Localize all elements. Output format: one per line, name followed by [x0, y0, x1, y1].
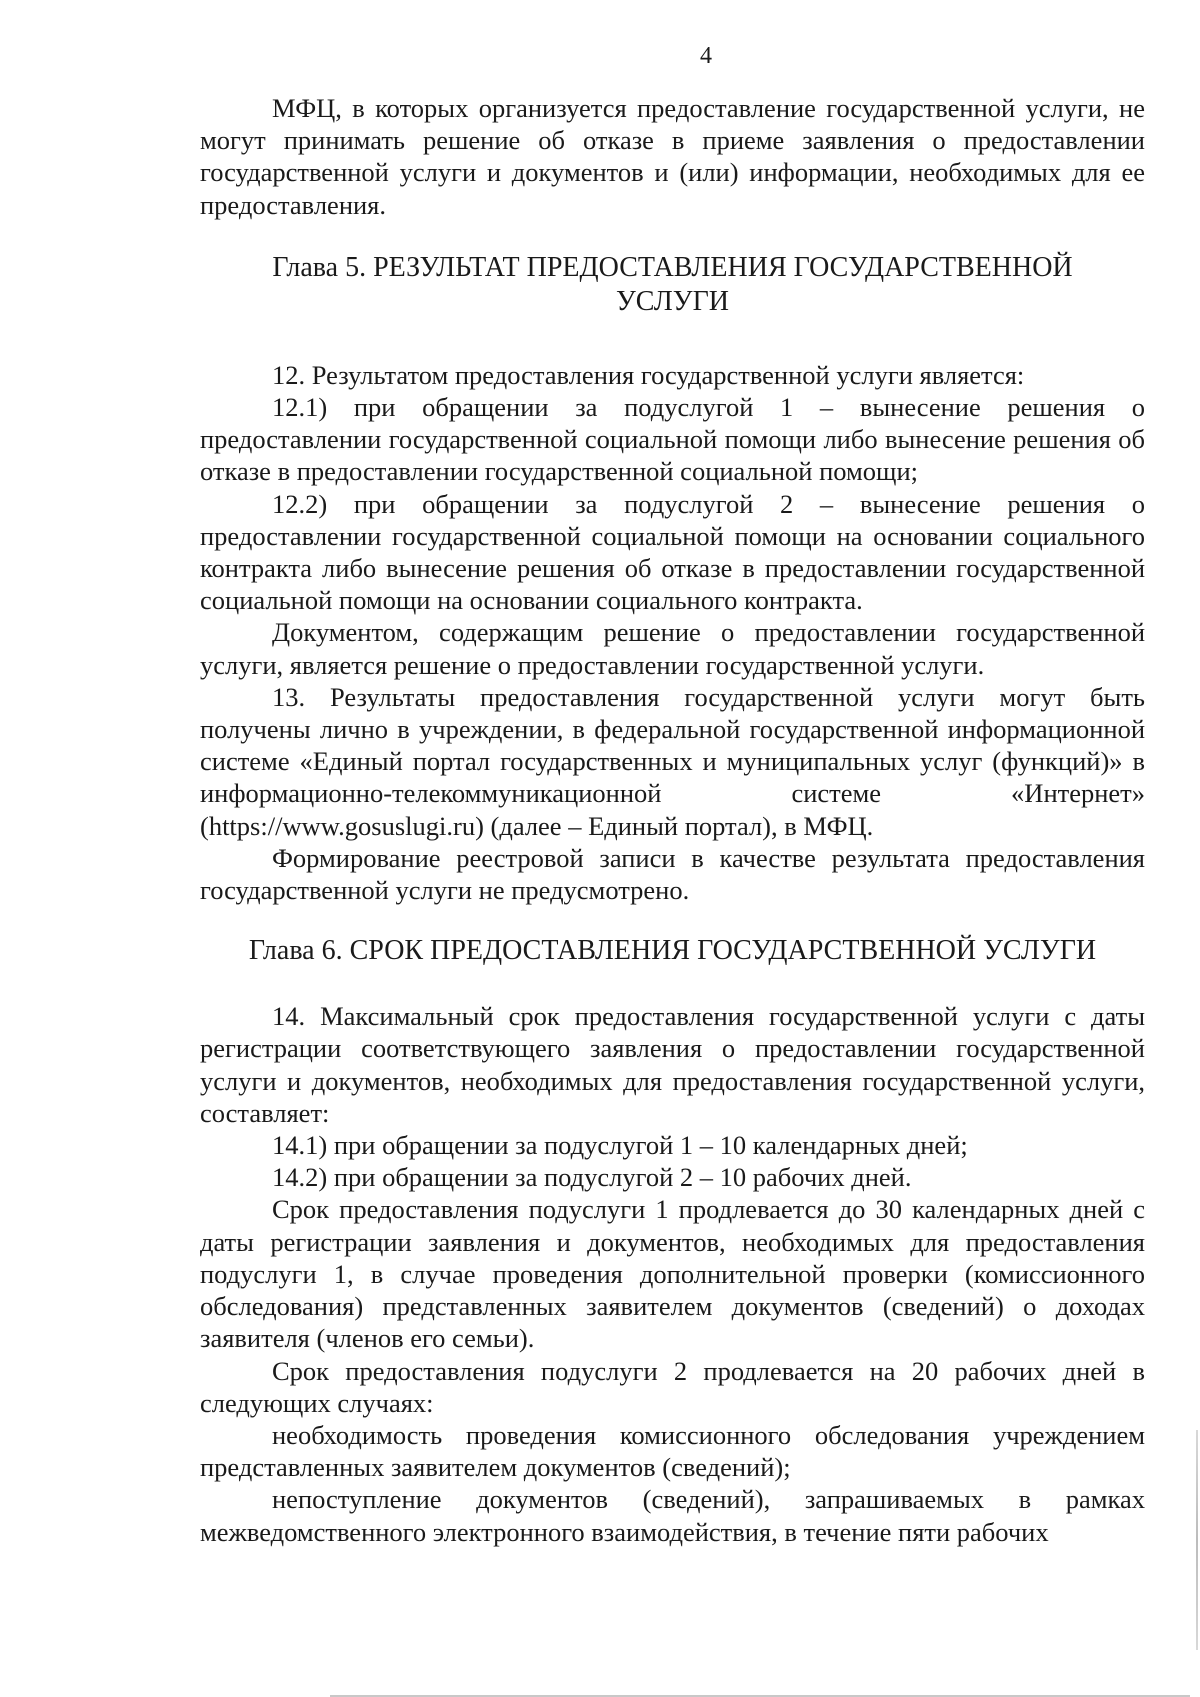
- scan-edge-shadow: [1196, 1430, 1198, 1650]
- paragraph-14: 14. Максимальный срок предоставления государственной услуги с даты регистрации соответствующего заявления о предоставлении государственной услуги и документов, необходимых для предоставления государственной услуги, составляет:: [200, 1001, 1145, 1128]
- document-body: [200, 92, 1145, 1548]
- paragraph-12-1: 12.1) при обращении за подуслугой 1 – вынесение решения о предоставлении государственной социальной помощи либо вынесение решения об отказе в предоставлении государственной социальной помощи;: [200, 392, 1145, 487]
- paragraph-14-2: 14.2) при обращении за подуслугой 2 – 10 рабочих дней.: [272, 1162, 912, 1193]
- paragraph-subservice-1-extension: Срок предоставления подуслуги 1 продлевается до 30 календарных дней с даты регистрации заявления и документов, необходимых для предоставления подуслуги 1, в случае проведения дополнительной проверки (комиссионного обследования) представленных заявителем документов (сведений) о доходах заявителя (членов его семьи).: [200, 1194, 1145, 1354]
- paragraph-registry-record: Формирование реестровой записи в качестве результата предоставления государственной услуги не предусмотрено.: [200, 842, 1145, 906]
- paragraph-14-1: 14.1) при обращении за подуслугой 1 – 10 календарных дней;: [272, 1130, 968, 1161]
- paragraph-non-receipt-documents: непоступление документов (сведений), запрашиваемых в рамках межведомственного электронного взаимодействия, в течение пяти рабочих: [200, 1484, 1145, 1547]
- paragraph-subservice-2-extension: Срок предоставления подуслуги 2 продлевается на 20 рабочих дней в следующих случаях:: [200, 1355, 1145, 1418]
- paragraph-decision-document: Документом, содержащим решение о предоставлении государственной услуги, является решение о предоставлении государственной услуги.: [200, 617, 1145, 680]
- paragraph-intro: МФЦ, в которых организуется предоставление государственной услуги, не могут принимать решение об отказе в приеме заявления о предоставлении государственной услуги и документов и (или) информации, необходимых для ее предоставления.: [200, 93, 1145, 220]
- paragraph-12-2: 12.2) при обращении за подуслугой 2 – вынесение решения о предоставлении государственной социальной помощи на основании социального контракта либо вынесение решения об отказе в предоставлении государственной социальной помощи на основании социального контракта.: [200, 488, 1145, 616]
- chapter-5-title: Глава 5. РЕЗУЛЬТАТ ПРЕДОСТАВЛЕНИЯ ГОСУДАРСТВЕННОЙ УСЛУГИ: [272, 251, 1073, 317]
- paragraph-12: 12. Результатом предоставления государственной услуги является:: [272, 359, 1025, 390]
- paragraph-13: 13. Результаты предоставления государственной услуги могут быть получены лично в учреждении, в федеральной государственной информационной системе «Единый портал государственных и муниципальных услуг (функций)» в информационно-телекоммуникационной системе «Интернет» (https://www.gosuslugi.ru) (далее – Единый портал), в МФЦ.: [200, 681, 1145, 841]
- page-number: 4: [700, 43, 712, 69]
- chapter-6-title: Глава 6. СРОК ПРЕДОСТАВЛЕНИЯ ГОСУДАРСТВЕННОЙ УСЛУГИ: [248, 935, 1097, 967]
- paragraph-commission-inspection: необходимость проведения комиссионного обследования учреждением представленных заявителем документов (сведений);: [200, 1419, 1145, 1483]
